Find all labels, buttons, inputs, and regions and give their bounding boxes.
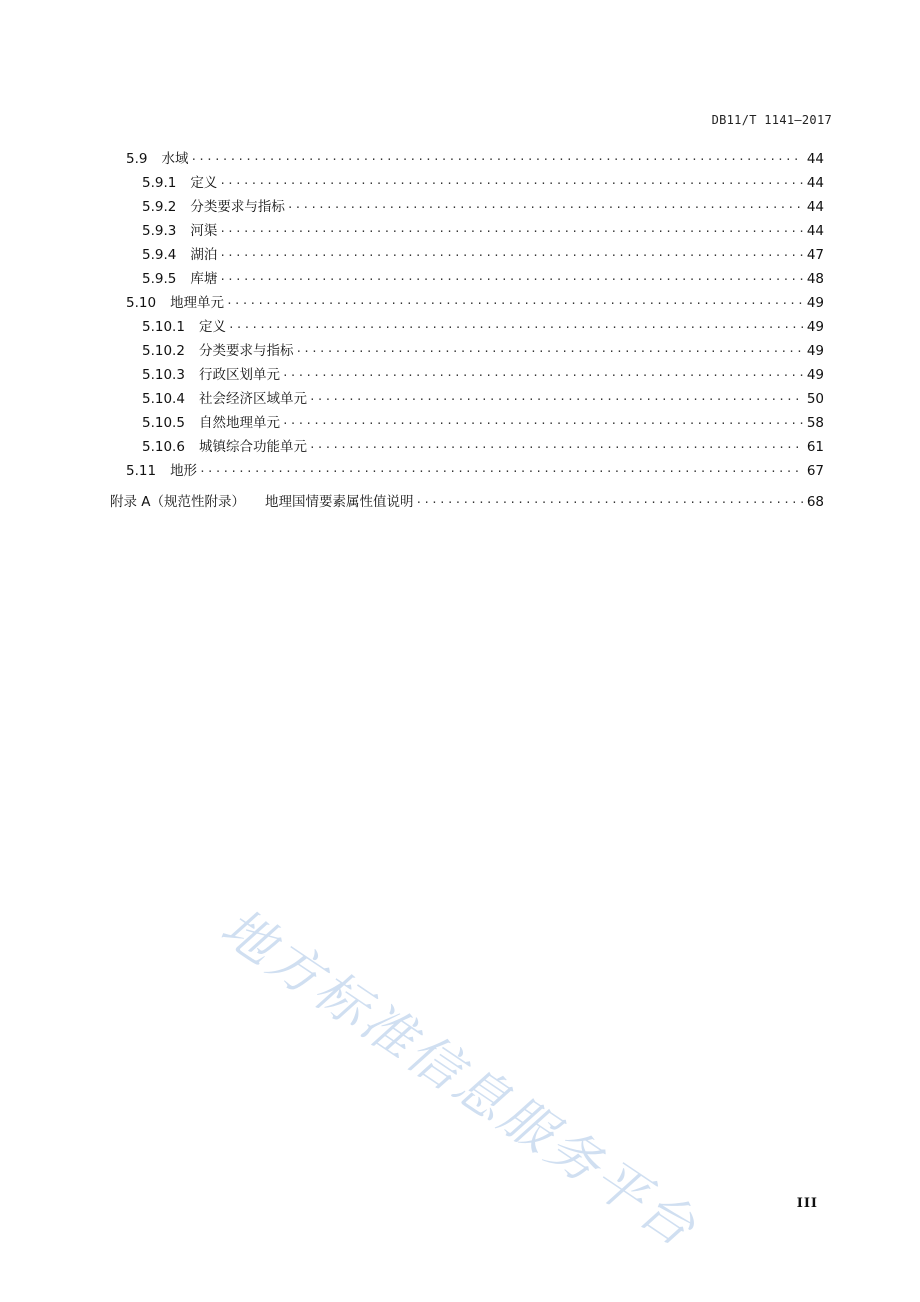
standard-code: DB11/T 1141—2017 [711, 113, 832, 127]
toc-leader-dots [199, 458, 803, 480]
toc-entry-title: 水域 [161, 151, 189, 167]
toc-entry-title: 分类要求与指标 [198, 343, 294, 359]
toc-entry-title: 地形 [170, 463, 198, 479]
toc-entry-number: 5.9.3 [142, 223, 177, 239]
toc-entry-page: 47 [806, 247, 824, 263]
toc-leader-dots [219, 266, 802, 288]
toc-entry-number: 5.10.5 [142, 415, 185, 431]
toc-entry-number: 5.11 [126, 463, 157, 479]
toc-leader-dots [219, 242, 802, 264]
toc-entry-5-9-3[interactable] [142, 220, 824, 242]
toc-leader-dots [219, 218, 802, 240]
toc-entry-number: 5.10 [126, 295, 157, 311]
toc-entry-5-9[interactable] [126, 148, 824, 170]
toc-entry-5-10-6[interactable] [142, 436, 824, 458]
toc-leader-dots [282, 362, 803, 384]
toc-entry-page: 49 [806, 343, 824, 359]
toc-entry-5-9-5[interactable] [142, 268, 824, 290]
toc-entry-number: 5.9 [126, 151, 148, 167]
toc-leader-dots [190, 146, 802, 168]
watermark-text: 地方标准信息服务平台 [210, 897, 708, 1261]
toc-entry-page: 49 [806, 295, 824, 311]
toc-entry-5-10-1[interactable] [142, 316, 824, 338]
toc-entry-title: 行政区划单元 [198, 367, 280, 383]
toc-entry-number: 5.9.5 [142, 271, 177, 287]
toc-entry-number: 5.10.3 [142, 367, 185, 383]
toc-entry-number: 5.10.2 [142, 343, 185, 359]
toc-entry-number: 5.10.1 [142, 319, 185, 335]
toc-entry-page: 49 [806, 319, 824, 335]
toc-entry-number: 5.9.2 [142, 199, 177, 215]
toc-entry-title: 定义 [198, 319, 226, 335]
toc-leader-dots [309, 386, 803, 408]
toc-entry-title: 库塘 [190, 271, 218, 287]
toc-entry-title: 分类要求与指标 [190, 199, 285, 215]
toc-entry-title: 地理单元 [170, 295, 225, 311]
toc-entry-page: 44 [806, 151, 824, 167]
toc-entry-appendix-a[interactable] [110, 491, 824, 513]
toc-entry-page: 44 [806, 175, 824, 191]
toc-entry-number: 5.9.4 [142, 247, 177, 263]
toc-leader-dots [295, 338, 802, 360]
toc-entry-page: 48 [806, 271, 824, 287]
toc-entry-5-10-2[interactable] [142, 340, 824, 362]
toc-leader-dots [416, 489, 803, 511]
toc-entry-title: 河渠 [190, 223, 218, 239]
toc-entry-number: 5.10.4 [142, 391, 185, 407]
page-number: III [796, 1196, 818, 1211]
toc-entry-5-10-3[interactable] [142, 364, 824, 386]
toc-entry-page: 58 [806, 415, 824, 431]
toc-leader-dots [287, 194, 803, 216]
toc-entry-number: 5.10.6 [142, 439, 185, 455]
toc-entry-page: 49 [806, 367, 824, 383]
toc-entry-page: 44 [806, 199, 824, 215]
toc-entry-title: 地理国情要素属性值说明 [265, 494, 414, 510]
toc-entry-5-9-2[interactable] [142, 196, 824, 218]
toc-leader-dots [228, 314, 803, 336]
toc-entry-page: 67 [806, 463, 824, 479]
toc-entry-title: 城镇综合功能单元 [198, 439, 307, 455]
toc-entry-page: 44 [806, 223, 824, 239]
toc-entry-number: 5.9.1 [142, 175, 177, 191]
toc-leader-dots [282, 410, 803, 432]
toc-entry-page: 50 [806, 391, 824, 407]
toc-leader-dots [226, 290, 803, 312]
toc-entry-title: 定义 [190, 175, 218, 191]
toc-entry-5-10[interactable] [126, 292, 824, 314]
toc-entry-5-10-4[interactable] [142, 388, 824, 410]
toc-appendix-label: 附录 A（规范性附录） [110, 494, 246, 510]
toc-entry-page: 68 [806, 494, 824, 510]
toc-entry-5-11[interactable] [126, 460, 824, 482]
toc-entry-title: 社会经济区域单元 [198, 391, 307, 407]
toc-leader-dots [219, 170, 802, 192]
toc-entry-5-9-1[interactable] [142, 172, 824, 194]
toc-entry-title: 湖泊 [190, 247, 218, 263]
toc-entry-page: 61 [806, 439, 824, 455]
toc-entry-5-9-4[interactable] [142, 244, 824, 266]
toc-leader-dots [309, 434, 803, 456]
toc-entry-5-10-5[interactable] [142, 412, 824, 434]
toc-entry-title: 自然地理单元 [198, 415, 280, 431]
